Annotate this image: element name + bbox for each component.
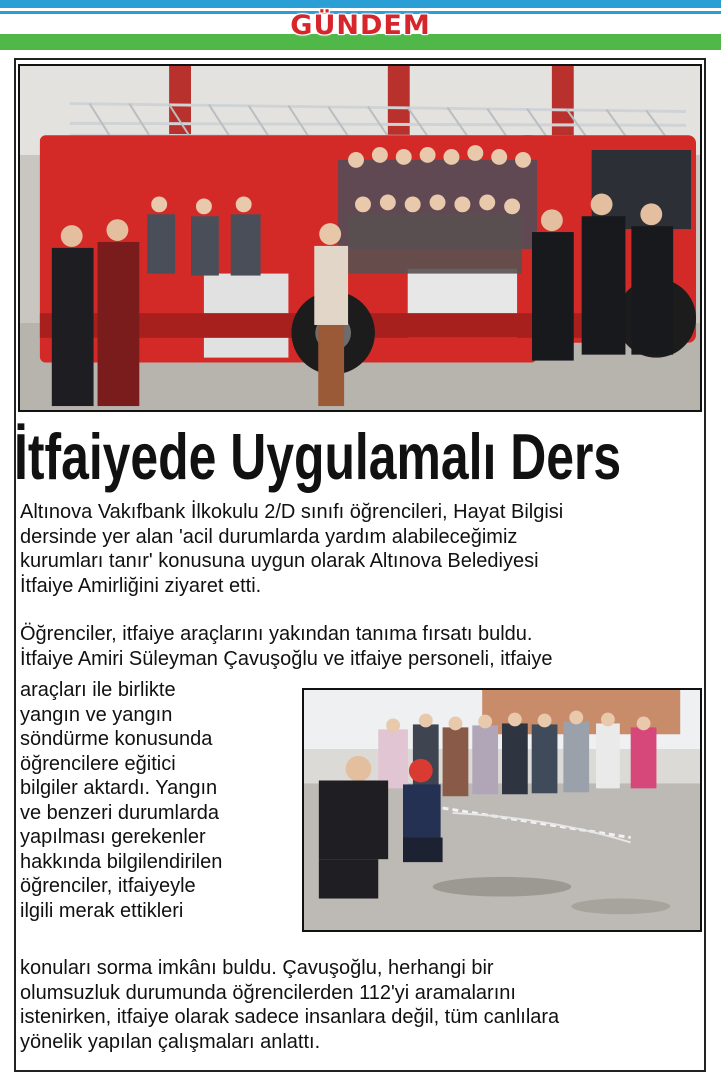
paragraph-2-wrapped-line: hakkında bilgilendirilen: [20, 850, 223, 873]
hose-training-illustration: [304, 690, 700, 930]
section-header: [0, 0, 721, 54]
paragraph-2-wrapped-line: bilgiler aktardı. Yangın: [20, 777, 218, 799]
paragraph-2-wrapped-line: yangın ve yangın: [20, 703, 173, 726]
paragraph-2-wrapped-line: ve benzeri durumlarda: [20, 801, 219, 824]
paragraph-2-wrapped-line: ilgili merak ettikleri: [20, 899, 184, 922]
paragraph-2-wrapped-line: araçları ile birlikte: [20, 679, 176, 701]
paragraph-2-bottom: [20, 956, 710, 1054]
paragraph-2-top: [20, 622, 710, 671]
paragraph-1-line: Altınova Vakıfbank İlkokulu 2/D sınıfı öğrencileri, Hayat Bilgisi: [20, 501, 564, 523]
paragraph-2-wrapped: [20, 678, 300, 923]
paragraph-2-line: Öğrenciler, itfaiye araçlarını yakından tanıma fırsatı buldu.: [20, 623, 533, 645]
paragraph-2-after-line: istenirken, itfaiye olarak sadece insanlara değil, tüm canlılara: [20, 1006, 560, 1028]
fire-truck-illustration: [20, 66, 700, 410]
paragraph-2-after-line: konuları sorma imkânı buldu. Çavuşoğlu, herhangi bir: [20, 957, 494, 979]
training-photo: [302, 688, 702, 932]
paragraph-2-wrapped-line: öğrenciler, itfaiyeyle: [20, 875, 196, 897]
paragraph-1-line: İtfaiye Amirliğini ziyaret etti.: [20, 574, 262, 597]
article-headline: İtfaiyede Uygulamalı Ders: [14, 420, 622, 494]
main-photo: [18, 64, 702, 412]
paragraph-2-wrapped-line: yapılması gerekenler: [20, 826, 206, 848]
paragraph-2-wrapped-line: öğrencilere eğitici: [20, 752, 176, 775]
paragraph-2-after-line: yönelik yapılan çalışmaları anlattı.: [20, 1030, 321, 1053]
paragraph-1-line: dersinde yer alan 'acil durumlarda yardım alabileceğimiz: [20, 525, 518, 548]
paragraph-1: [20, 500, 710, 598]
section-title: GÜNDEM: [290, 10, 431, 41]
paragraph-2-wrapped-line: söndürme konusunda: [20, 728, 213, 750]
paragraph-1-line: kurumları tanır' konusuna uygun olarak Altınova Belediyesi: [20, 550, 539, 572]
paragraph-2-line: İtfaiye Amiri Süleyman Çavuşoğlu ve itfaiye personeli, itfaiye: [20, 647, 553, 670]
paragraph-2-after-line: olumsuzluk durumunda öğrencilerden 112'yi aramalarını: [20, 981, 516, 1004]
